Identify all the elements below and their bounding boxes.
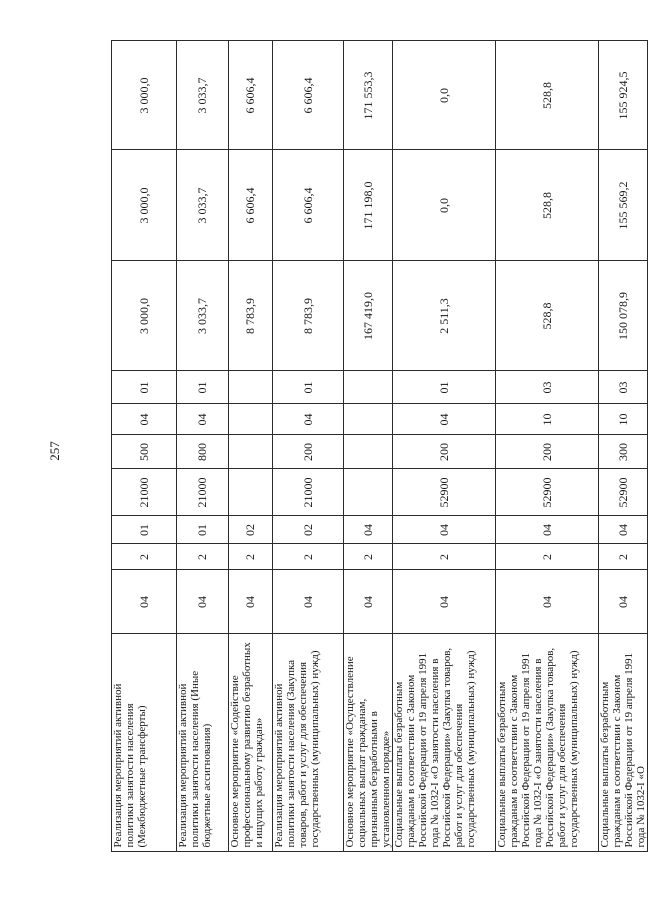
code-cell: 04 — [393, 570, 496, 634]
table-row — [599, 41, 648, 866]
code-cell: 01 — [273, 371, 344, 404]
code-cell: 04 — [229, 570, 273, 634]
code-cell: 21000 — [112, 469, 177, 516]
code-cell: 04 — [599, 570, 648, 634]
amount-cell: 6 606,4 — [273, 150, 344, 261]
code-cell: 01 — [112, 371, 177, 404]
code-cell: 04 — [273, 570, 344, 634]
code-cell: 2 — [112, 544, 177, 570]
code-cell: 2 — [393, 544, 496, 570]
code-cell: 03 — [496, 371, 599, 404]
table-row — [393, 41, 496, 866]
code-cell: 21000 — [177, 469, 229, 516]
amount-cell: 6 606,4 — [229, 41, 273, 150]
code-cell: 04 — [393, 404, 496, 435]
code-cell: 200 — [393, 435, 496, 469]
code-cell: 04 — [496, 570, 599, 634]
code-cell: 04 — [344, 570, 393, 634]
code-cell: 04 — [393, 516, 496, 544]
amount-cell: 171 198,0 — [344, 150, 393, 261]
budget-table-rotated — [111, 41, 647, 866]
row-description: Основное мероприятие «Содействие профессиональному развитию безработных и ищущих работу граждан» — [229, 634, 273, 852]
code-cell: 01 — [393, 371, 496, 404]
amount-cell: 8 783,9 — [229, 261, 273, 371]
code-cell — [344, 469, 393, 516]
code-cell: 200 — [496, 435, 599, 469]
code-cell: 2 — [229, 544, 273, 570]
amount-cell: 6 606,4 — [229, 150, 273, 261]
table-row — [273, 41, 344, 866]
code-cell — [229, 435, 273, 469]
code-cell: 04 — [599, 516, 648, 544]
row-description: Социальные выплаты безработным гражданам в соответствии с Законом Российской Федерации от 19 апреля 1991 года № 1032-I «О занятости населения в Российской Федерации» (Закупка товаров, работ и услуг для обеспечения государственных (муниципальных) нужд) — [496, 634, 599, 852]
code-cell: 02 — [229, 516, 273, 544]
code-cell — [229, 469, 273, 516]
margin-cell — [496, 852, 599, 866]
code-cell: 2 — [344, 544, 393, 570]
amount-cell: 155 569,2 — [599, 150, 648, 261]
row-description: Социальные выплаты безработным гражданам в соответствии с Законом Российской Федерации от 19 апреля 1991 года № 1032-I «О — [599, 634, 648, 852]
table-row — [496, 41, 599, 866]
code-cell: 2 — [177, 544, 229, 570]
code-cell: 10 — [599, 404, 648, 435]
amount-cell: 150 078,9 — [599, 261, 648, 371]
row-description: Реализация мероприятий активной политики занятости населения (Иные бюджетные ассигнования) — [177, 634, 229, 852]
code-cell — [344, 404, 393, 435]
code-cell: 52900 — [599, 469, 648, 516]
code-cell: 200 — [273, 435, 344, 469]
amount-cell: 6 606,4 — [273, 41, 344, 150]
page-number: 257 — [47, 441, 62, 461]
code-cell: 04 — [177, 570, 229, 634]
amount-cell: 528,8 — [496, 150, 599, 261]
table-row — [229, 41, 273, 866]
table-row — [112, 41, 177, 866]
amount-cell: 3 000,0 — [112, 261, 177, 371]
code-cell: 500 — [112, 435, 177, 469]
amount-cell: 528,8 — [496, 41, 599, 150]
code-cell: 04 — [112, 404, 177, 435]
code-cell: 800 — [177, 435, 229, 469]
code-cell: 2 — [496, 544, 599, 570]
margin-cell — [112, 852, 177, 866]
row-description: Реализация мероприятий активной политики занятости населения (Закупка товаров, работ и услуг для обеспечения государственных (муниципальных) нужд) — [273, 634, 344, 852]
code-cell: 04 — [496, 516, 599, 544]
code-cell: 2 — [599, 544, 648, 570]
amount-cell: 3 033,7 — [177, 150, 229, 261]
code-cell: 52900 — [496, 469, 599, 516]
code-cell: 2 — [273, 544, 344, 570]
code-cell: 03 — [599, 371, 648, 404]
margin-cell — [599, 852, 648, 866]
code-cell: 01 — [177, 516, 229, 544]
code-cell: 04 — [344, 516, 393, 544]
amount-cell: 528,8 — [496, 261, 599, 371]
code-cell — [344, 371, 393, 404]
code-cell: 04 — [112, 570, 177, 634]
code-cell: 300 — [599, 435, 648, 469]
row-description: Основное мероприятие «Осуществление социальных выплат гражданам, признанным безработными в установленном порядке» — [344, 634, 393, 852]
margin-cell — [344, 852, 393, 866]
code-cell: 01 — [177, 371, 229, 404]
margin-cell — [229, 852, 273, 866]
code-cell: 10 — [496, 404, 599, 435]
amount-cell: 155 924,5 — [599, 41, 648, 150]
code-cell: 04 — [177, 404, 229, 435]
table-row — [344, 41, 393, 866]
amount-cell: 3 000,0 — [112, 41, 177, 150]
amount-cell: 3 033,7 — [177, 261, 229, 371]
row-description: Социальные выплаты безработным гражданам в соответствии с Законом Российской Федерации от 19 апреля 1991 года № 1032-I «О занятости населения в Российской Федерации» (Закупка товаров, работ и услуг для обеспечения государственных (муниципальных) нужд) — [393, 634, 496, 852]
table-body — [112, 41, 648, 866]
margin-cell — [393, 852, 496, 866]
amount-cell: 0,0 — [393, 150, 496, 261]
amount-cell: 2 511,3 — [393, 261, 496, 371]
amount-cell: 167 419,0 — [344, 261, 393, 371]
amount-cell: 8 783,9 — [273, 261, 344, 371]
margin-cell — [177, 852, 229, 866]
code-cell — [229, 371, 273, 404]
code-cell: 52900 — [393, 469, 496, 516]
code-cell: 04 — [273, 404, 344, 435]
amount-cell: 0,0 — [393, 41, 496, 150]
amount-cell: 3 033,7 — [177, 41, 229, 150]
code-cell: 01 — [112, 516, 177, 544]
amount-cell: 171 553,3 — [344, 41, 393, 150]
budget-table — [111, 41, 648, 867]
amount-cell: 3 000,0 — [112, 150, 177, 261]
code-cell — [229, 404, 273, 435]
table-row — [177, 41, 229, 866]
code-cell — [344, 435, 393, 469]
code-cell: 21000 — [273, 469, 344, 516]
code-cell: 02 — [273, 516, 344, 544]
row-description: Реализация мероприятий активной политики занятости населения (Межбюджетные трансферты) — [112, 634, 177, 852]
margin-cell — [273, 852, 344, 866]
